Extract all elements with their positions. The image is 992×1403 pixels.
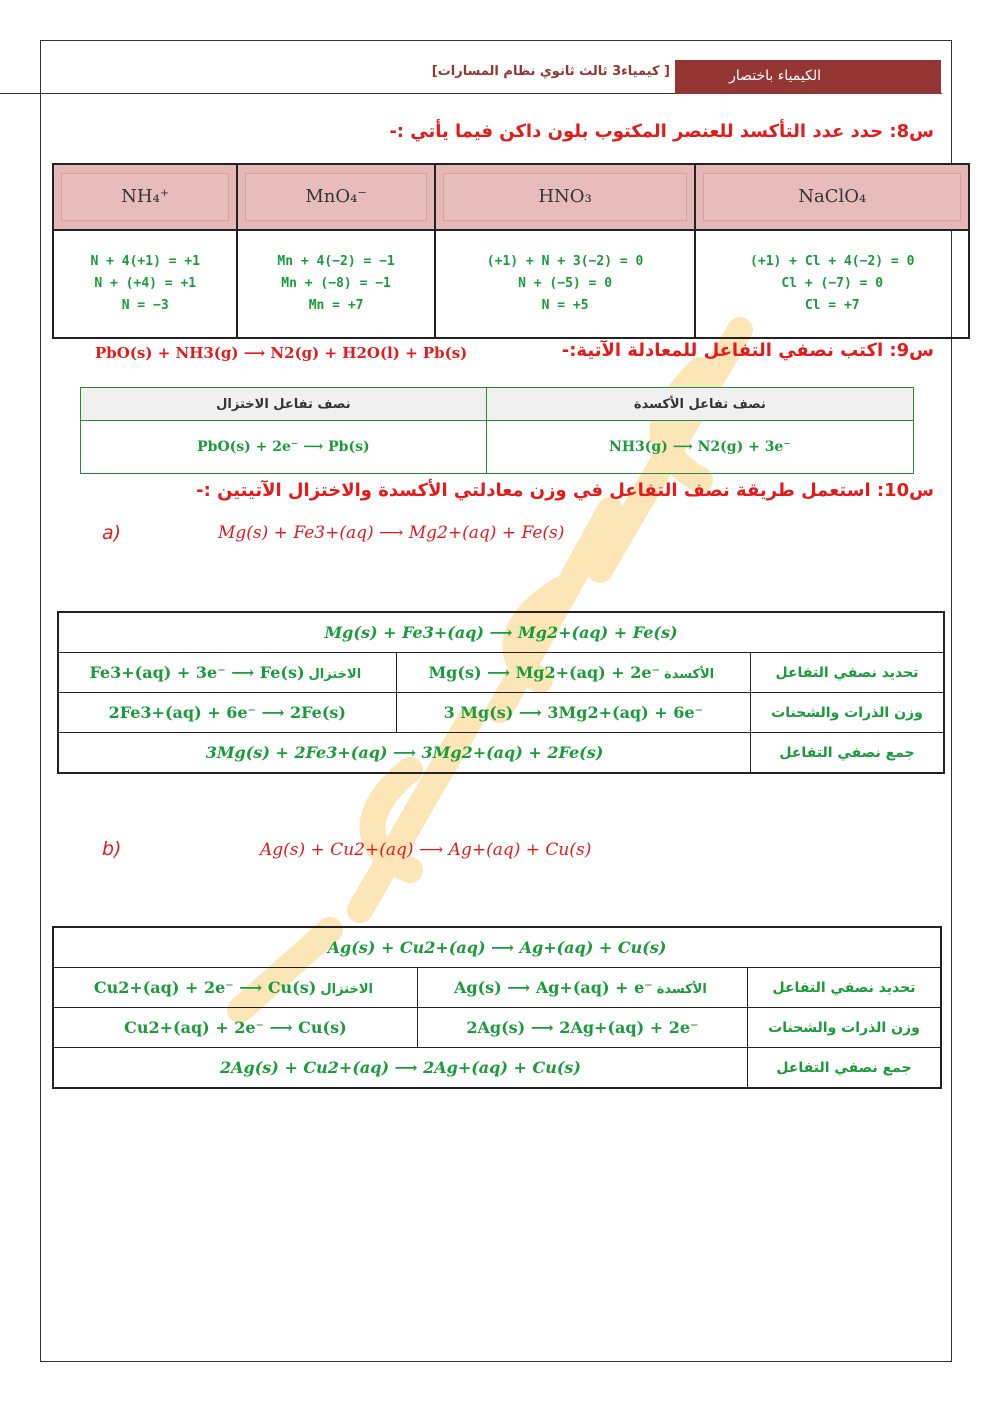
q10b-reduction-cell: Cu2+(aq) + 2e⁻ ⟶ Cu(s) الاختزال — [53, 968, 417, 1008]
q9-table — [80, 387, 914, 474]
q10a-label: a) — [102, 522, 122, 544]
q10a-table — [57, 611, 945, 774]
q10b-sum-label: جمع نصفي التفاعل — [748, 1048, 942, 1089]
q10a-equation: Mg(s) + Fe3+(aq) ⟶ Mg2+(aq) + Fe(s) — [218, 523, 565, 543]
q10-title: س10: استعمل طريقة نصف التفاعل في وزن معادلتي الأكسدة والاختزال الآتيتين :- — [196, 480, 934, 501]
q10b-oxidation-balanced: 2Ag(s) ⟶ 2Ag+(aq) + 2e⁻ — [417, 1008, 747, 1048]
q10b-oxidation-cell: Ag(s) ⟶ Ag+(aq) + e⁻ الأكسدة — [417, 968, 747, 1008]
q10a-oxidation-cell: Mg(s) ⟶ Mg2+(aq) + 2e⁻ الأكسدة — [396, 653, 750, 693]
q9-reduction: PbO(s) + 2e⁻ ⟶ Pb(s) — [81, 421, 487, 474]
q9-title: س9: اكتب نصفي التفاعل للمعادلة الآتية:- — [561, 340, 934, 361]
q10b-table — [52, 926, 942, 1089]
q8-answer-cell: (+1) + N + 3(−2) = 0 N + (−5) = 0 N = +5 — [435, 230, 696, 338]
q8-col-header: MnO₄⁻ — [237, 164, 434, 230]
header-course-title: [ كيمياء3 ثالث ثانوي نظام المسارات] — [431, 64, 670, 79]
q10b-equation-row: Ag(s) + Cu2+(aq) ⟶ Ag+(aq) + Cu(s) — [53, 927, 941, 968]
q8-title: س8: حدد عدد التأكسد للعنصر المكتوب بلون داكن فيما يأتي :- — [389, 121, 934, 142]
q8-col-header: NaClO₄ — [695, 164, 969, 230]
q10a-equation-row: Mg(s) + Fe3+(aq) ⟶ Mg2+(aq) + Fe(s) — [58, 612, 944, 653]
q8-col-header: NH₄⁺ — [53, 164, 237, 230]
q10a-sum-label: جمع نصفي التفاعل — [751, 733, 945, 774]
q10a-identify-label: تحديد نصفي التفاعل — [751, 653, 945, 693]
q8-answer-cell: Mn + 4(−2) = −1 Mn + (−8) = −1 Mn = +7 — [237, 230, 434, 338]
q9-reduction-header: نصف تفاعل الاختزال — [81, 388, 487, 421]
q10a-reduction-balanced: 2Fe3+(aq) + 6e⁻ ⟶ 2Fe(s) — [58, 693, 396, 733]
q8-table — [52, 163, 970, 339]
q9-equation: PbO(s) + NH3(g) ⟶ N2(g) + H2O(l) + Pb(s) — [95, 344, 468, 362]
q8-answer-cell: N + 4(+1) = +1 N + (+4) = +1 N = −3 — [53, 230, 237, 338]
q9-oxidation-header: نصف تفاعل الأكسدة — [486, 388, 913, 421]
q10a-sum: 3Mg(s) + 2Fe3+(aq) ⟶ 3Mg2+(aq) + 2Fe(s) — [58, 733, 751, 774]
q10b-balance-label: وزن الذرات والشحنات — [748, 1008, 942, 1048]
q10a-balance-label: وزن الذرات والشحنات — [751, 693, 945, 733]
q8-answer-cell: (+1) + Cl + 4(−2) = 0 Cl + (−7) = 0 Cl = +7 — [695, 230, 969, 338]
q9-oxidation: NH3(g) ⟶ N2(g) + 3e⁻ — [486, 421, 913, 474]
q10a-reduction-cell: Fe3+(aq) + 3e⁻ ⟶ Fe(s) الاختزال — [58, 653, 396, 693]
q10a-oxidation-balanced: 3 Mg(s) ⟶ 3Mg2+(aq) + 6e⁻ — [396, 693, 750, 733]
header-badge: الكيمياء باختصار — [675, 60, 941, 94]
q10b-label: b) — [102, 838, 122, 860]
q10b-sum: 2Ag(s) + Cu2+(aq) ⟶ 2Ag+(aq) + Cu(s) — [53, 1048, 748, 1089]
q10b-equation: Ag(s) + Cu2+(aq) ⟶ Ag+(aq) + Cu(s) — [260, 840, 592, 860]
q10b-reduction-balanced: Cu2+(aq) + 2e⁻ ⟶ Cu(s) — [53, 1008, 417, 1048]
q10b-identify-label: تحديد نصفي التفاعل — [748, 968, 942, 1008]
q8-col-header: HNO₃ — [435, 164, 696, 230]
